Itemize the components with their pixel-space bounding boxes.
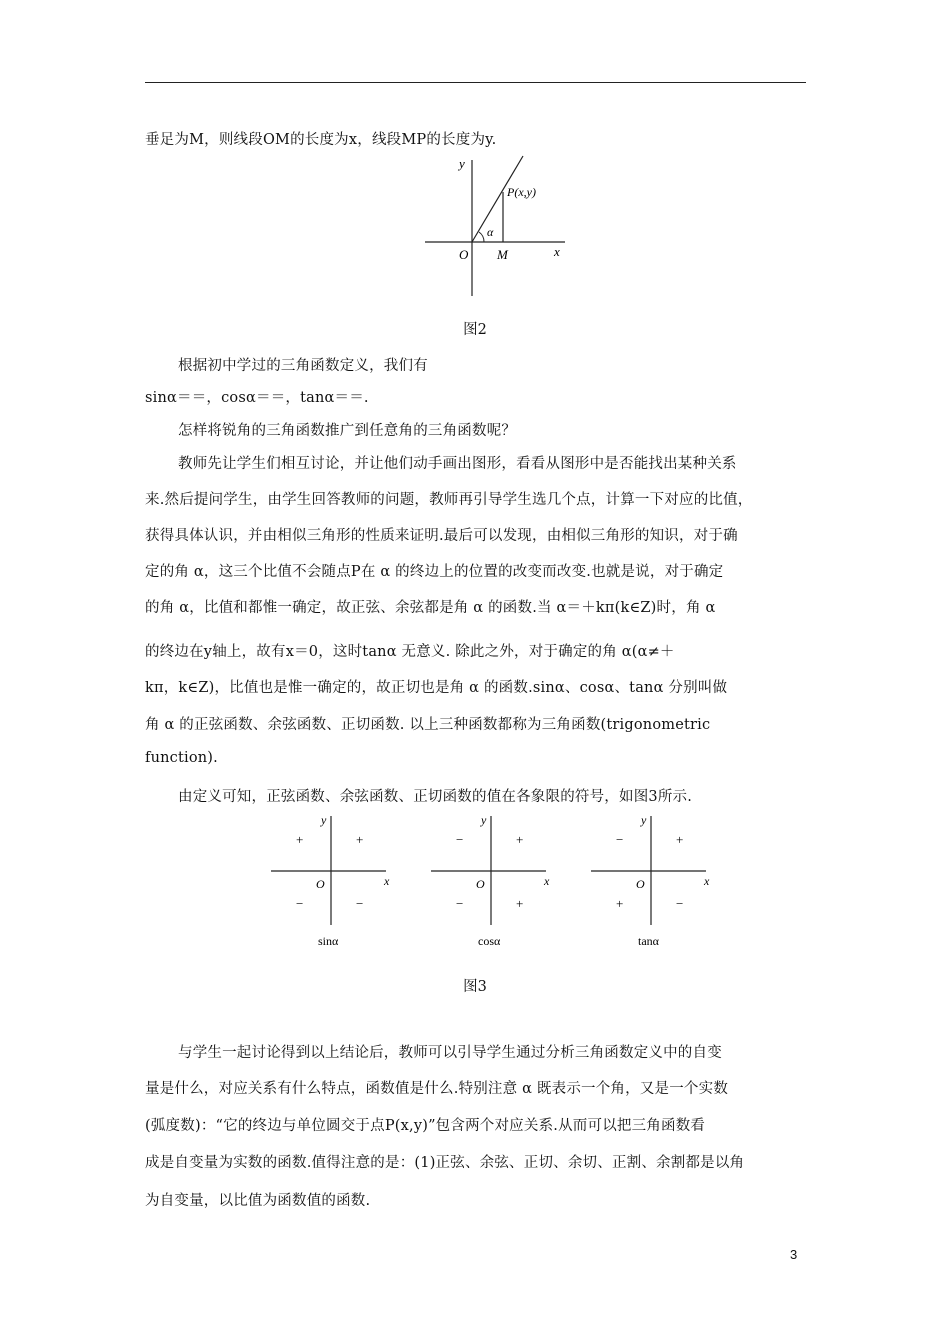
conclusion-line: 量是什么，对应关系有什么特点，函数值是什么.特别注意 α 既表示一个角，又是一个实数 (145, 1081, 729, 1097)
panel-y-label: y (321, 813, 327, 827)
sign-q1: + (676, 832, 684, 847)
panel-y-label: y (641, 813, 647, 827)
sign-q3: − (296, 896, 304, 911)
figure-2-diagram (415, 148, 575, 298)
paragraph-signs: 由定义可知，正弦函数、余弦函数、正切函数的值在各象限的符号，如图3所示. (178, 789, 693, 805)
paragraph-intro: 垂足为M，则线段OM的长度为x，线段MP的长度为y. (145, 132, 497, 148)
body-line: 获得具体认识，并由相似三角形的性质来证明.最后可以发现，由相似三角形的知识，对于确 (145, 528, 738, 544)
angle-arc (479, 232, 484, 242)
fig2-alpha-label: α (487, 225, 494, 239)
panel-function-label: cosα (478, 934, 501, 948)
fig2-m-label: M (497, 247, 508, 262)
body-line: 教师先让学生们相互讨论，并让他们动手画出图形，看看从图形中是否能找出某种关系 (178, 456, 737, 472)
conclusion-line: 与学生一起讨论得到以上结论后，教师可以引导学生通过分析三角函数定义中的自变 (178, 1045, 722, 1061)
sign-q1: + (516, 832, 524, 847)
header-rule (145, 82, 806, 83)
sign-q4: − (676, 896, 684, 911)
panel-origin-label: O (636, 877, 645, 891)
fig2-origin-label: O (459, 247, 469, 262)
fig2-p-label: P(x,y) (507, 185, 536, 199)
body-line: 角 α 的正弦函数、余弦函数、正切函数. 以上三种函数都称为三角函数(trigonometric (145, 717, 711, 733)
body-line: kπ，k∈Z)，比值也是惟一确定的，故正切也是角 α 的函数.sinα、cosα、tanα 分别叫做 (145, 680, 728, 696)
body-line: 定的角 α，这三个比值不会随点P在 α 的终边上的位置的改变而改变.也就是说，对于确定 (145, 564, 724, 580)
fig2-y-label: y (459, 156, 465, 171)
sign-q4: − (356, 896, 364, 911)
fig2-x-label: x (554, 244, 560, 259)
page-number: 3 (790, 1247, 798, 1262)
panel-x-label: x (384, 874, 390, 888)
sign-q4: + (516, 896, 524, 911)
panel-x-label: x (544, 874, 550, 888)
panel-origin-label: O (316, 877, 325, 891)
sign-panel-cos (426, 808, 556, 950)
body-line: function). (145, 750, 218, 766)
body-line: 的终边在y轴上，故有x＝0，这时tanα 无意义. 除此之外，对于确定的角 α(α≠＋ (145, 644, 675, 660)
figure-2-caption: 图2 (463, 322, 487, 338)
sign-q2: + (296, 832, 304, 847)
panel-origin-label: O (476, 877, 485, 891)
panel-y-label: y (481, 813, 487, 827)
sign-q3: − (456, 896, 464, 911)
body-line: 的角 α，比值和都惟一确定，故正弦、余弦都是角 α 的函数.当 α＝＋kπ(k∈Z)时，角 α (145, 600, 716, 616)
body-line: 来.然后提问学生，由学生回答教师的问题，教师再引导学生选几个点，计算一下对应的比值， (145, 492, 753, 508)
sign-q2: − (456, 832, 464, 847)
panel-x-label: x (704, 874, 710, 888)
conclusion-line: 成是自变量为实数的函数.值得注意的是：(1)正弦、余弦、正切、余切、正割、余割都是以角 (145, 1155, 745, 1171)
panel-function-label: tanα (638, 934, 659, 948)
panel-function-label: sinα (318, 934, 339, 948)
sign-panel-tan (586, 808, 716, 950)
sign-q3: + (616, 896, 624, 911)
sign-panel-sin (266, 808, 396, 950)
sign-q1: + (356, 832, 364, 847)
paragraph-ratios: sinα＝＝，cosα＝＝，tanα＝＝. (145, 390, 369, 406)
conclusion-line: (弧度数)：“它的终边与单位圆交于点P(x,y)”包含两个对应关系.从而可以把三角函数看 (145, 1118, 706, 1134)
sign-q2: − (616, 832, 624, 847)
paragraph-question: 怎样将锐角的三角函数推广到任意角的三角函数呢？ (178, 423, 517, 439)
paragraph-definition: 根据初中学过的三角函数定义，我们有 (178, 358, 428, 374)
figure-3-caption: 图3 (463, 979, 487, 995)
conclusion-line: 为自变量，以比值为函数值的函数. (145, 1193, 371, 1209)
terminal-side (472, 156, 523, 242)
